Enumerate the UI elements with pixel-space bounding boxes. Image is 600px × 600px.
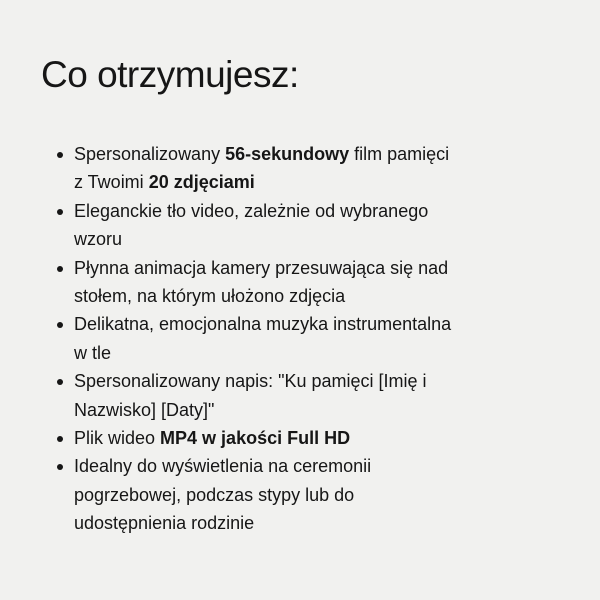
feature-text [74, 456, 371, 533]
feature-text-segment: Idealny do wyświetlenia na ceremonii pogrzebowej, podczas stypy lub do udostępnienia rodzinie [74, 456, 372, 534]
feature-highlight: 20 zdjęciami [148, 172, 255, 193]
feature-list [41, 140, 461, 538]
bullet-icon [57, 322, 63, 328]
feature-item [41, 310, 461, 367]
feature-item [41, 367, 461, 424]
feature-text [74, 258, 448, 306]
feature-text-segment: Płynna animacja kamery przesuwająca się nad stołem, na którym ułożono zdjęcia [74, 257, 449, 307]
feature-text-segment: Spersonalizowany napis: "Ku pamięci [Imię i Nazwisko] [Daty]" [74, 371, 427, 420]
feature-item [41, 197, 461, 254]
feature-highlight: MP4 w jakości Full HD [160, 428, 351, 449]
bullet-icon [57, 266, 63, 272]
feature-item [41, 452, 461, 537]
feature-text-segment: Eleganckie tło video, zależnie od wybranego wzoru [74, 200, 429, 250]
feature-highlight: 56-sekundowy [225, 144, 350, 164]
feature-text-segment: Delikatna, emocjonalna muzyka instrumentalna w tle [74, 314, 452, 363]
feature-item [41, 424, 461, 452]
bullet-icon [57, 464, 63, 470]
feature-text [74, 314, 451, 362]
feature-text [74, 144, 449, 192]
feature-text-segment: Plik wideo [74, 428, 161, 449]
feature-text-segment: film pamięci z Twoimi [74, 144, 450, 193]
bullet-icon [57, 209, 63, 215]
page-title: Co otrzymujesz: [41, 54, 299, 95]
feature-item [41, 254, 461, 311]
bullet-icon [57, 152, 63, 158]
feature-text-segment: Spersonalizowany [74, 144, 226, 164]
feature-item [41, 140, 461, 197]
feature-text [74, 201, 428, 249]
bullet-icon [57, 436, 63, 442]
bullet-icon [57, 379, 63, 385]
feature-text [74, 371, 427, 419]
feature-text [74, 428, 350, 448]
